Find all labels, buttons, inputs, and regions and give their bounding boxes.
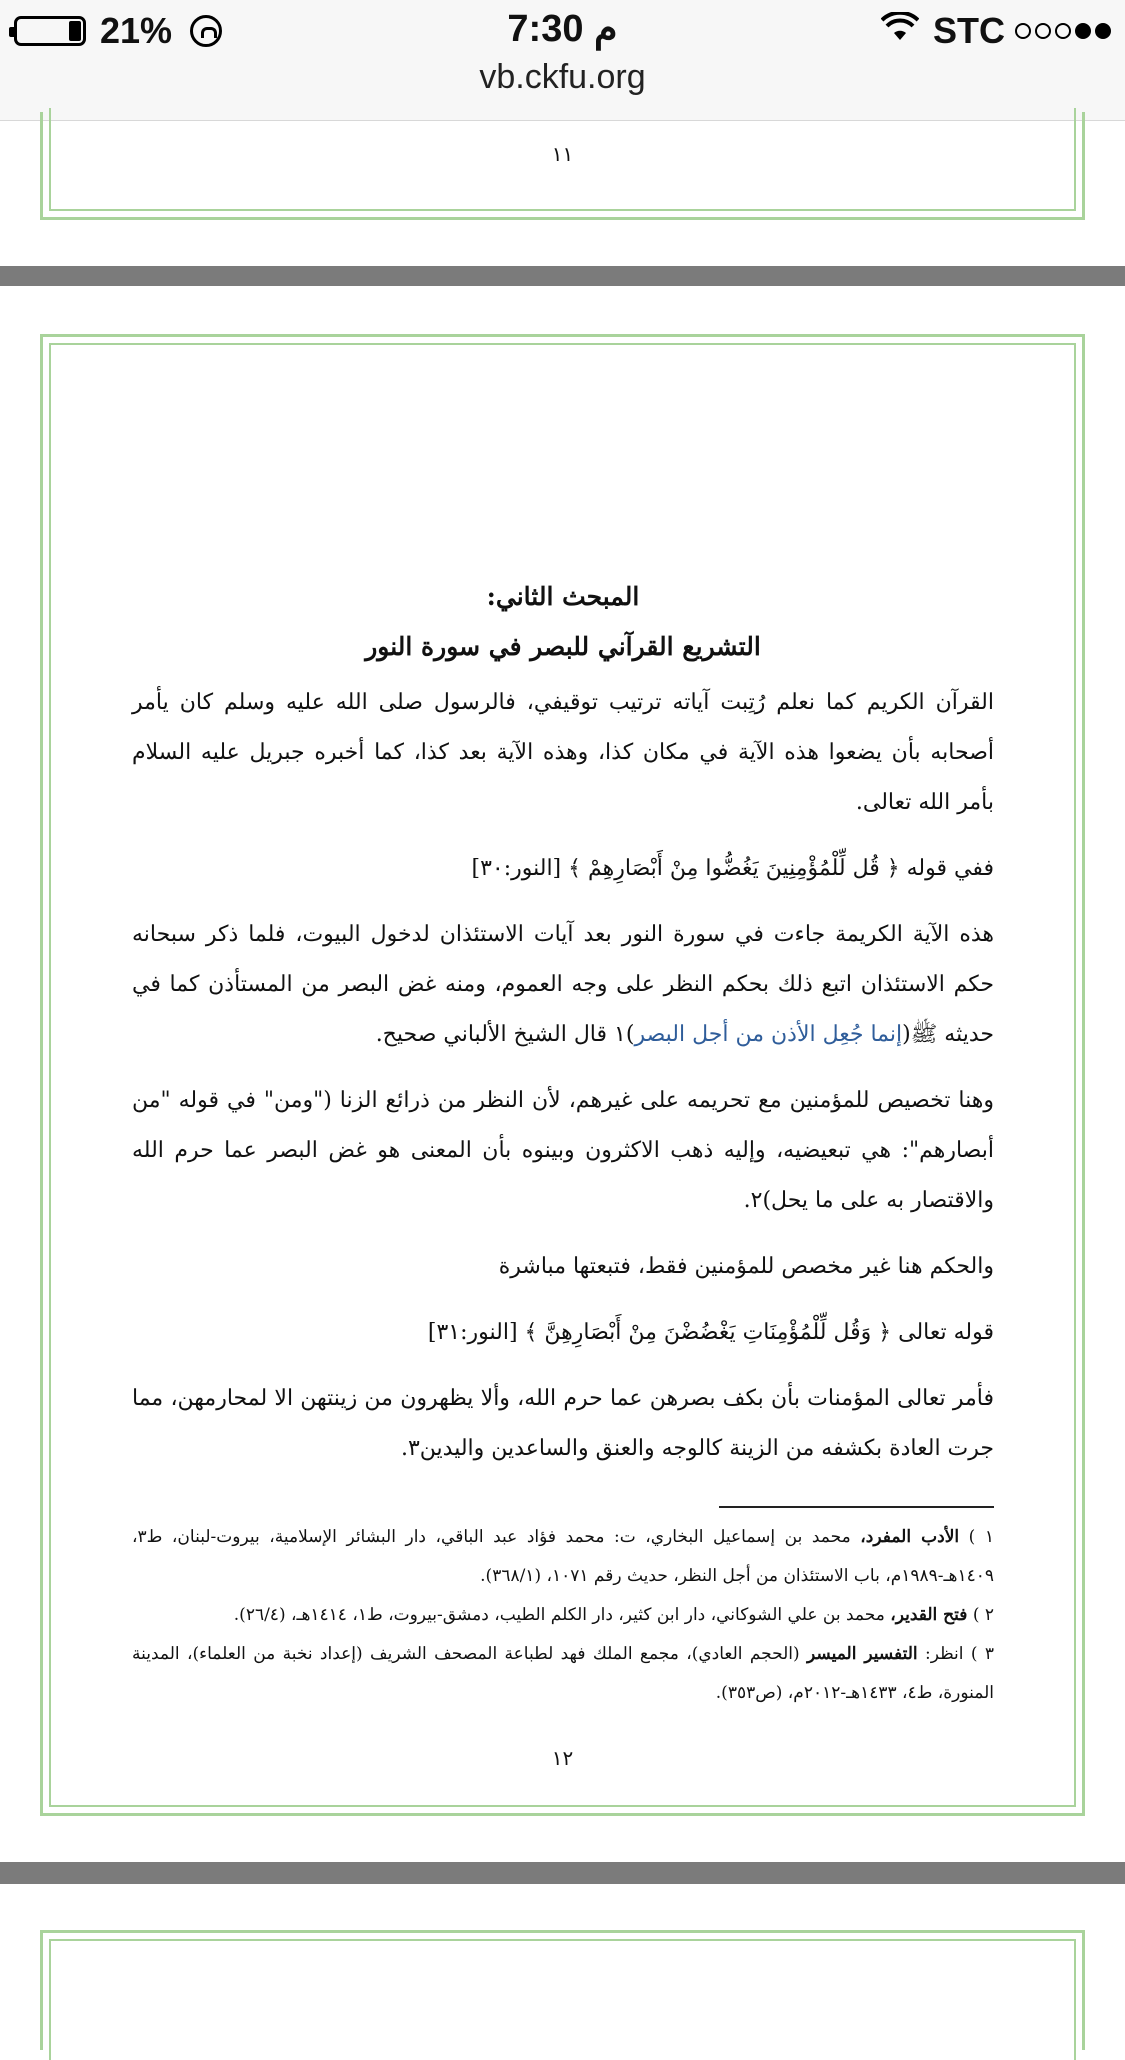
page-number: ١٢	[551, 1746, 574, 1770]
hadith-after: )١ قال الشيخ الألباني صحيح.	[375, 1022, 635, 1047]
footnote-2	[132, 1596, 994, 1635]
footnote-3-text: (الحجم العادي)، مجمع الملك فهد لطباعة المصحف الشريف (إعداد نخبة من العلماء)، المدينة المنورة، ط٤، ١٤٣٣هـ-٢٠١٢م، (ص٣٥٣).	[132, 1644, 994, 1703]
previous-page	[40, 112, 1085, 220]
previous-page-number: ١١	[551, 142, 574, 166]
signal-strength-icon	[1015, 23, 1111, 39]
next-page	[40, 1930, 1085, 2050]
footnote-2-book: فتح القدير،	[890, 1605, 968, 1625]
paragraph-3-text: هذه الآية الكريمة جاءت في سورة النور بعد آيات الاستئذان لدخول البيوت، فلما ذكر سبحانه حكم الاستئذان اتبع ذلك بحكم النظر على وجه العموم، ومنه غض البصر من المستأذن كما في حديثه ﷺ(	[132, 922, 994, 1047]
page-body	[132, 572, 994, 1490]
footnote-2-text: محمد بن علي الشوكاني، دار ابن كثير، دار الكلم الطيب، دمشق-بيروت، ط١، ١٤١٤هـ، (٢٦/٤).	[233, 1605, 891, 1625]
paragraph-3	[132, 910, 994, 1060]
paragraph-5: والحكم هنا غير مخصص للمؤمنين فقط، فتبعتها مباشرة	[498, 1254, 994, 1279]
paragraph-4: وهنا تخصيص للمؤمنين مع تحريمه على غيرهم، لأن النظر من ذرائع الزنا ("ومن" في قوله "من أبصارهم": هي تبعيضيه، وإليه ذهب الاكثرون وبينوه بأن المعنى هو غض البصر عما حرم الله والاقتصار به على ما يحل)٢.	[132, 1088, 994, 1213]
section-heading: المبحث الثاني:	[486, 582, 640, 611]
footnote-3-mark: ٣ ) انظر:	[925, 1644, 995, 1664]
wifi-icon	[881, 12, 919, 51]
address-bar[interactable]: vb.ckfu.org	[479, 58, 646, 96]
paragraph-7: فأمر تعالى المؤمنات بأن بكف بصرهن عما حرم الله، وألا يظهرون من زينتهن الا لمحارمهن، مما جرت العادة بكشفه من الزينة كالوجه والعنق والساعدين واليدين٣.	[132, 1386, 994, 1461]
status-right	[881, 8, 1111, 54]
footnote-1-book: الأدب المفرد،	[860, 1527, 960, 1547]
paragraph-2: ففي قوله ﴿ قُل لِّلْمُؤْمِنِينَ يَغُضُّوا مِنْ أَبْصَارِهِمْ ﴾ [النور:٣٠]	[471, 856, 994, 881]
footnotes	[132, 1518, 994, 1713]
paragraph-1: القرآن الكريم كما نعلم رُتِبت آياته ترتيب توقيفي، فالرسول صلى الله عليه وسلم كان يأمر أصحابه بأن يضعوا هذه الآية في مكان كذا، وهذه الآية بعد كذا، كما أخبره جبريل عليه السلام بأمر الله تعالى.	[132, 690, 994, 815]
browser-chrome	[0, 0, 1125, 121]
footnote-1-text: محمد بن إسماعيل البخاري، ت: محمد فؤاد عبد الباقي، دار البشائر الإسلامية، بيروت-لبنان، ط٣، ١٤٠٩هـ-١٩٨٩م، باب الاستئذان من أجل النظر، حديث رقم ١٠٧١، (٣٦٨/١).	[132, 1527, 994, 1586]
footnote-3	[132, 1635, 994, 1713]
status-time: 7:30 م	[507, 8, 618, 50]
page-separator-2	[0, 1862, 1125, 1884]
footnote-3-book: التفسير الميسر	[807, 1644, 918, 1664]
footnote-divider	[719, 1506, 994, 1508]
footnote-1-mark: ١ )	[968, 1527, 994, 1547]
page-title: التشريع القرآني للبصر في سورة النور	[365, 632, 761, 661]
hadith-link[interactable]: إنما جُعِل الأذن من أجل البصر	[634, 1022, 903, 1047]
carrier-name: STC	[933, 10, 1005, 51]
footnote-2-mark: ٢ )	[972, 1605, 994, 1625]
battery-percent: 21%	[100, 10, 173, 51]
page-separator	[0, 266, 1125, 286]
footnote-1	[132, 1518, 994, 1596]
paragraph-6: قوله تعالى ﴿ وَقُل لِّلْمُؤْمِنَاتِ يَغْضُضْنَ مِنْ أَبْصَارِهِنَّ ﴾ [النور:٣١]	[427, 1320, 994, 1345]
